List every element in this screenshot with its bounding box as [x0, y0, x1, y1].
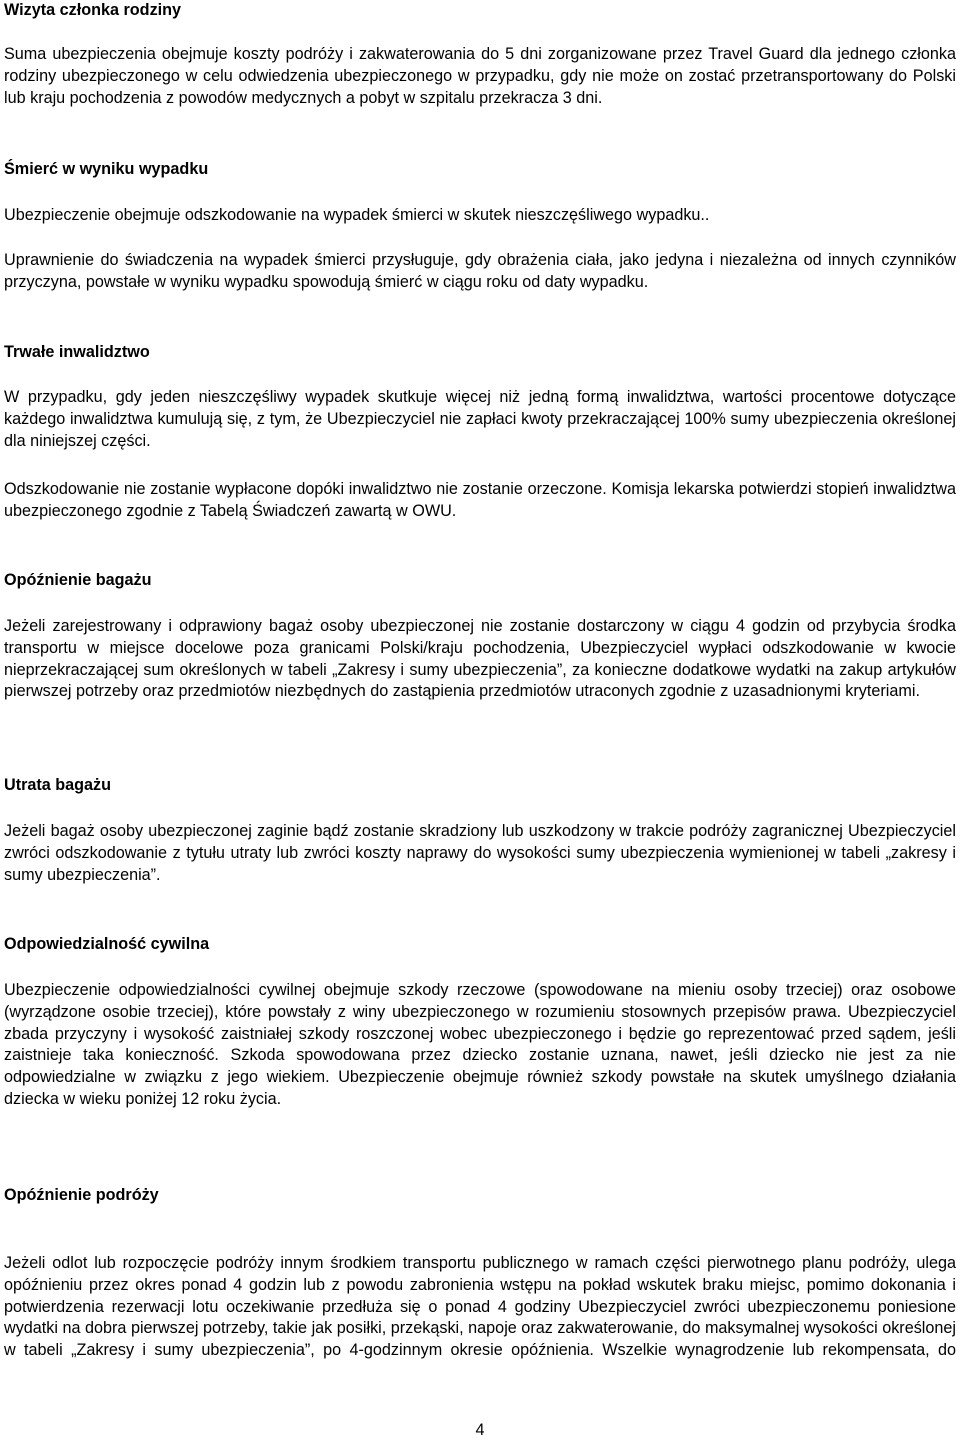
paragraph-wizyta-1: Suma ubezpieczenia obejmuje koszty podróży i zakwaterowania do 5 dni zorganizowane przez Travel Guard dla jednego członka rodziny ubezpieczonego w celu odwiedzenia ubezpieczonego w przypadku, gdy nie może on zostać przetransportowany do Polski lub kraju pochodzenia z powodów medycznych a pobyt w szpitalu przekracza 3 dni.: [4, 45, 956, 107]
paragraph-inwalidztwo-2: Odszkodowanie nie zostanie wypłacone dopóki inwalidztwo nie zostanie orzeczone. Komisja lekarska potwierdzi stopień inwalidztwa ubezpieczonego zgodnie z Tabelą Świadczeń zawartą w OWU.: [4, 480, 956, 520]
paragraph-smierc-2: Uprawnienie do świadczenia na wypadek śmierci przysługuje, gdy obrażenia ciała, jako jedyna i niezależna od innych czynników przyczyna, powstałe w wyniku wypadku spowodują śmierć w ciągu roku od daty wypadku.: [4, 251, 956, 291]
heading-opoznienie-podrozy: Opóźnienie podróży: [4, 1186, 159, 1204]
document-page: [4, 0, 956, 1440]
page-number: 4: [475, 1421, 485, 1439]
paragraph-inwalidztwo-1: W przypadku, gdy jeden nieszczęśliwy wypadek skutkuje więcej niż jedną formą inwalidztwa, wartości procentowe dotyczące każdego inwalidztwa kumulują się, z tym, że Ubezpieczyciel nie zapłaci kwoty przekraczającej 100% sumy ubezpieczenia określonej dla niniejszej części.: [4, 388, 956, 450]
paragraph-opoznienie-podrozy-1: Jeżeli odlot lub rozpoczęcie podróży innym środkiem transportu publicznego w ramach części pierwotnego planu podróży, ulega opóźnieniu przez okres ponad 4 godzin lub z powodu zabronienia wstępu na pokład wskutek braku miejsc, pomimo dokonania i potwierdzenia rezerwacji lotu oczekiwanie przedłuża się o ponad 4 godziny Ubezpieczyciel zwróci ubezpieczonemu poniesione wydatki na dobra pierwszej potrzeby, takie jak posiłki, przekąski, napoje oraz zakwaterowanie, do maksymalnej wysokości określonej w tabeli „Zakresy i sumy ubezpieczenia”, po 4-godzinnym okresie opóźnienia. Wszelkie wynagrodzenie lub rekompensata, do: [4, 1254, 956, 1360]
heading-oc: Odpowiedzialność cywilna: [4, 935, 210, 953]
heading-opoznienie-bagazu: Opóźnienie bagażu: [4, 571, 152, 589]
paragraph-utrata-bagazu-1: Jeżeli bagaż osoby ubezpieczonej zaginie bądź zostanie skradziony lub uszkodzony w trakcie podróży zagranicznej Ubezpieczyciel zwróci odszkodowanie z tytułu utraty lub zwróci koszty naprawy do wysokości sumy ubezpieczenia wymienionej w tabeli „zakresy i sumy ubezpieczenia”.: [4, 822, 956, 884]
heading-inwalidztwo: Trwałe inwalidztwo: [4, 343, 150, 361]
paragraph-opoznienie-bagazu-1: Jeżeli zarejestrowany i odprawiony bagaż osoby ubezpieczonej nie zostanie dostarczony w ciągu 4 godzin od przybycia środka transportu w miejsce docelowe poza granicami Polski/kraju pochodzenia, Ubezpieczyciel wypłaci odszkodowanie w kwocie nieprzekraczającej sum określonych w tabeli „Zakresy i sumy ubezpieczenia”, za konieczne dodatkowe wydatki na zakup artykułów pierwszej potrzeby oraz przedmiotów niezbędnych do zastąpienia przedmiotów utraconych zgodnie z uzasadnionymi kryteriami.: [4, 617, 956, 701]
paragraph-oc-1: Ubezpieczenie odpowiedzialności cywilnej obejmuje szkody rzeczowe (spowodowane na mieniu osoby trzeciej) oraz osobowe (wyrządzone osobie trzeciej), które powstały z winy ubezpieczonego w rozumieniu stosownych przepisów prawa. Ubezpieczyciel zbada przyczyny i wysokość zaistniałej szkody roszczonej wobec ubezpieczonego i będzie go reprezentować przed sądem, jeśli zaistnieje taka konieczność. Szkoda spowodowana przez dziecko zostanie uznana, nawet, jeśli dziecko nie jest za nie odpowiedzialne w związku z jego wiekiem. Ubezpieczenie obejmuje również szkody powstałe na skutek umyślnego działania dziecka w wieku poniżej 12 roku życia.: [4, 981, 956, 1108]
heading-wizyta: Wizyta członka rodziny: [4, 1, 182, 19]
paragraph-smierc-1: Ubezpieczenie obejmuje odszkodowanie na wypadek śmierci w skutek nieszczęśliwego wypadku..: [4, 206, 710, 224]
heading-smierc: Śmierć w wyniku wypadku: [4, 160, 209, 178]
heading-utrata-bagazu: Utrata bagażu: [4, 776, 112, 794]
